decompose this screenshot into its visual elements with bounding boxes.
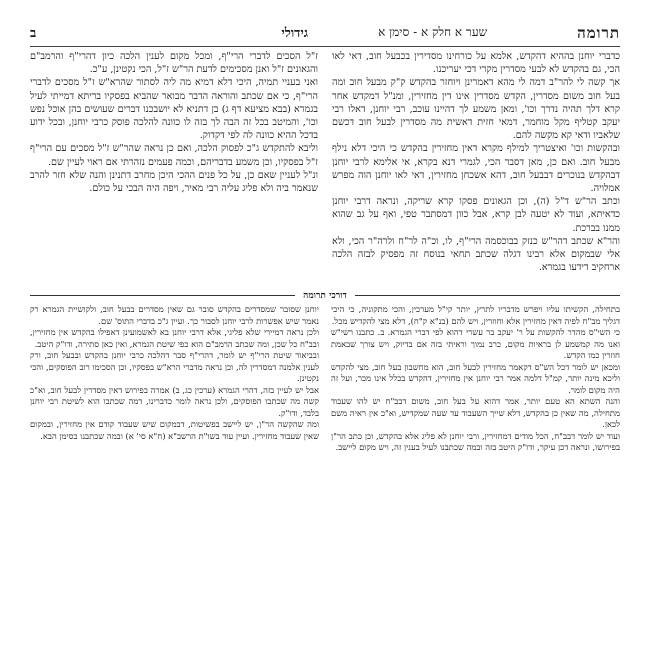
- paragraph: וליבא להתקדש ג"כ לפסוק הלכה, ואם כן נראה שהר"ש ז"ל מסכים עם הרי"ף ז"ל בפסקיו, וכן משמע בדבריהם, וכמה פעמים נזהרתי אם ראוי לעיין שם.: [30, 143, 318, 168]
- footnote-paragraph: ומכאן יש לומר דכל הש"ס דקאמר מחזירין לבעל חוב, הוא מחשבון בעל חוב, מצי להקדש וליכא מינה יותר, קמ"ל דלמה אמר רבי יוחנן אין מחזירין, דהקדש בכלל אינו מכר, ועל זה היה מקום לומר.: [331, 361, 620, 395]
- page-header: [30, 20, 620, 47]
- paragraph: ואני בעניי תמיה, היכי דלא דמיא מה ליה לסתור שהרא"ש ז"ל מסכים לדברי הרי"ף, כי אם שכתב והוראה הדבר מבואר שהביא בפסקיו בריתא דמייתי לעיל בגמרא (בבא מציעא דף ג) בן דתניא לא יושבכנו דברים שעושים בהן אוכל נפש וכו', והמיטב בכל זה הבה לך בזה לו כוונה להלכה פוסק כרבי יוחנן, ובכל ידוע בדכל ההיא כוונה לה לפי דקדוק.: [30, 77, 318, 142]
- main-column-left: [30, 50, 318, 285]
- paragraph: ז"ל הסכים לדברי הרי"ף, ומכל מקום לענין הלכה כיון דהרי"ף והרמב"ם והגאונים ז"ל ואנן מסכימים לדעת הר"ש ז"ל, הכי נקטינן, ע"כ.: [30, 51, 318, 76]
- footnote-column-left: [30, 304, 319, 634]
- paragraph: והר"א שכתב דהר"ש כנזק בבוכסמה הרי"ף, לו, וכ"ה לר"ח ולרה"ר הכי, ולא אלי שבמקום אלא רבינו דגלה שכתב תחאי בנוסח זה מפסיק לבזה הלכה ארחקיב דידעו בגמרא.: [332, 235, 620, 274]
- header-middle: [36, 25, 577, 41]
- paragraph: ובהקשות וכו' ואיצטריך למילף מקרא דאין מחזירין בהקדש כי היכי דלא נילף מבעל חוב. ואם כן, מאן דסבר הכי, לגמרי דנא בקרא, אי אלימא לרבי יוחנן דבהקדש בנוכרים דבבעל חוב, דהא אשכחן מחזירין, דאי לאו יוחנן הוה מפרש אמלויה.: [332, 143, 620, 195]
- footnote-paragraph: ולכן נראה דמיירי שלא פליגי, אלא דרבי יוחנן בא לאשמועינן דאפילו בהקדש אין מחזירין, ובב"ח כל שכן, ומה שכתב הרמב"ם הוא כפי שיטת הגמרא, ואין כאן סתירה, ודו"ק היטב.: [30, 327, 319, 349]
- parsha-title: תרומה: [577, 23, 620, 42]
- book-title: גידולי: [281, 26, 309, 41]
- paragraph: ונ"ל לעניין שאם כן, על כל פנים ההכי היכן מחרב דתנינן והנה שלא חזר להרב שנאמר ביה ולא פליג עליה רבי מאיר, ויפה היה הבכי על כולם.: [30, 169, 318, 195]
- footnote-divider: [30, 288, 620, 302]
- footnote-columns: [30, 304, 620, 634]
- footnote-paragraph: יוחנן שסובר שמסדרים בהקדש סובר גם שאין מסדרים בבעל חוב, ולקושיית הגמרא רק נאמר שיש אפשרות לרבי יוחנן לסבור כך. ועיין ג"כ בדברי התוס' שם.: [30, 304, 319, 326]
- main-column-right: [332, 50, 620, 285]
- divider-line: [355, 295, 620, 296]
- main-text-columns: [30, 50, 620, 285]
- page-number: ב: [30, 26, 37, 41]
- divider-line: [30, 295, 295, 296]
- section-reference: שער א חלק א - סימן א: [378, 25, 488, 39]
- footnote-paragraph: ובביאור שיטת הרי"ף יש לומר, דהרי"ף סבר דהלכה כרבי יוחנן בהקדש ובבעל חוב, ורק לענין אלמנה דמסדרין לה, וכן נראה מדברי הרא"ש בפסקיו, וכן הסכימו רוב הפוסקים, והכי נקטינן.: [30, 350, 319, 383]
- divider-label: דורכי תרומה: [303, 290, 347, 301]
- footnote-paragraph: ומה שהקשה הר"ן, יש ליישב בפשיטות, דבמקום שיש שעבוד קודם אין מחזירין, ובמקום שאין שעבוד מחזירין. ועיין עוד בשו"ת הרשב"א (ח"א סי' א) ובמה שכתבנו בסימן הבא.: [30, 419, 319, 441]
- footnote-paragraph: בתחילה, הקשיתו עליו ויפרש מדבריו לתרץ, יותר קי"ל מערכין, והכי מתקוניה, כי היכי דגליך מב"ח לפיה דאין מחזירין אלא וחוזרין, ויש להם (בנ"א ק"ח), דלא מצי להקדיש מכל.: [331, 304, 620, 326]
- footnote-paragraph: ועוד יש לומר דבב"ח, הכל מודים דמחזירין, ורבי יוחנן לא פליג אלא בהקדש, וכן כתב הר"ן בפירושו, ונראה דכן עיקר, ודו"ק היטב בזה ובמה שכתבנו לעיל בענין זה, ויש מקום ליישב.: [331, 430, 620, 452]
- footnote-paragraph: כי השי"ס מהדר להקשות על ר' יעקב בר עשרי דהוא לפי דברי הגמרא. ב. כתבנו רשי"ש ואנו מה קמשמע לן בראיות מקום, כרב נמוך וראיתי בזה אם בדיוק, ויש צורך שבאמת חוזרין כמו הקדש.: [331, 327, 620, 360]
- paragraph: כדברי יוחנן בההיא דהקדש, אלמא על כורחינו מסדירין בכבעל חוב, דאי לאו הכי, גם בהקדש לא לבעי מסדרין מקרי דכי יעריכנו.: [332, 51, 620, 76]
- paragraph: וכתב הר"ש ד"ל (ה), וכן הגאונים פסקו קרא שריקה, ונראה דרבי יוחנן כדאיתא, ועוד לא יטעה לבן קרא, אבל כוון דמסתבר טפי, ואף על גב שהוא ממנו בברכת.: [332, 196, 620, 234]
- footnote-paragraph: אבל יש לעיין בזה, דהרי הגמרא (ערכין כג, ב) אמרה בפירוש דאין מסדרין לבעל חוב, וא"כ קשה מה שכתבו הפוסקים, ולכן נראה לומר כדברינו, דמה שכתבו הוא לשיטת רבי יוחנן בלבד, ודו"ק.: [30, 384, 319, 418]
- footnote-paragraph: והנה השתא הא טעם יותר, אמר דהוא על בעל חוב, משום דבב"ח יש להו שעבוד מתחילה, מה שאין כן בהקדש, דלא שייך השעבוד עד שעה שמקדיש, וא"כ אין ראיה משם לכאן.: [331, 396, 620, 429]
- paragraph: אך קשה לי להר"ב דמה לי מהא דאמרינן ויוחזר בהקדש ק"ק מבעל חוב ומה בעל חוב משום מסדרין, הקדש מסדרין אינו דין מחזירין, ומנ"ל דמקדש אחר קרא דלך תהיה נדרך וכו', ומאן משמע לך דהיינו עוכב, רבי יוחנן, דאלו רבי יעקב קטליף מקל מוחמר, דמאי חזית דאשית מה מסדרין לבעל חוב דכשם שלאביו ודאי קא מקשה להם.: [332, 77, 620, 142]
- footnote-column-right: [331, 304, 620, 634]
